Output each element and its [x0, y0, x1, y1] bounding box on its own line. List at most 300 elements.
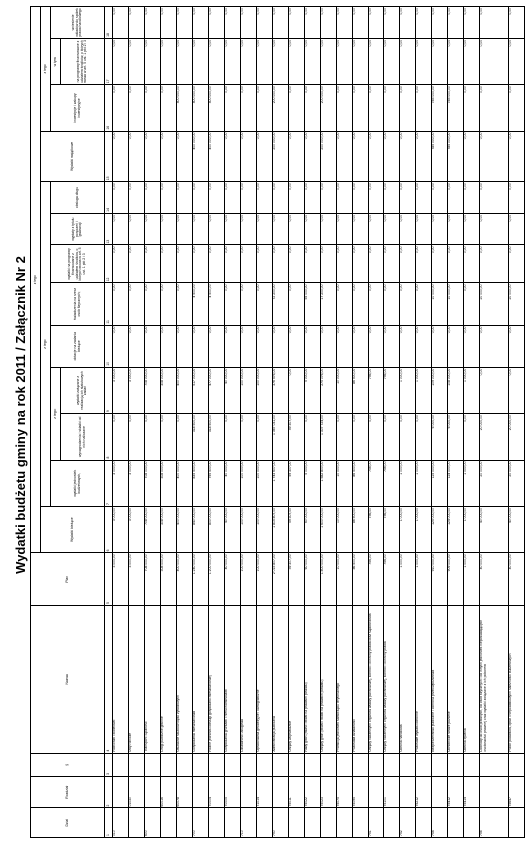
cell-value: 0,00 [240, 283, 256, 325]
cell-value: 114 000,00 [448, 460, 464, 506]
cell-value: 0,00 [176, 7, 192, 39]
table-row [176, 7, 192, 838]
cell-value: 840 000,00 [192, 506, 208, 552]
cell-value: 1 307 724,00 [320, 414, 336, 460]
cell-value: 318 500,00 [192, 414, 208, 460]
table-body [113, 7, 525, 838]
cell-paragraf [384, 753, 400, 776]
cell-value: 0,00 [480, 7, 509, 39]
cell-nazwa: Rady gmin (miast i miast na prawach powiatu) [304, 606, 320, 754]
header-inwestycje: inwestycje i zakupy inwestycyjne [51, 85, 105, 131]
cell-value: 0,00 [160, 85, 176, 131]
cell-rozdzial [113, 776, 129, 808]
cell-rozdzial: 75022 [304, 776, 320, 808]
cell-value: 1 000,00 [416, 460, 432, 506]
cell-value: 0,00 [432, 38, 448, 84]
cell-dzial [160, 808, 176, 838]
column-number: 3 [105, 753, 113, 776]
cell-value: 1 000,00 [464, 506, 480, 552]
cell-value: 308 000,00 [160, 506, 176, 552]
column-number: 9 [105, 367, 113, 413]
cell-value: 100 000,00 [240, 553, 256, 606]
header-z-tego-top: z tego [31, 7, 41, 553]
cell-paragraf [288, 753, 304, 776]
table-row [336, 7, 352, 838]
cell-value: 308 000,00 [160, 460, 176, 506]
cell-paragraf [224, 753, 240, 776]
cell-value: 0,00 [144, 325, 160, 367]
cell-value: 0,00 [464, 213, 480, 245]
cell-paragraf [464, 753, 480, 776]
cell-value: 0,00 [320, 7, 336, 39]
cell-value: 100 000,00 [256, 506, 272, 552]
cell-rozdzial [432, 776, 448, 808]
cell-value: 308 000,00 [160, 367, 176, 413]
cell-value: 400 000,00 [176, 85, 192, 131]
cell-rozdzial: 60078 [176, 776, 192, 808]
cell-dzial [448, 808, 464, 838]
cell-value: 59 307,00 [288, 460, 304, 506]
cell-value: 86 500,00 [352, 506, 368, 552]
cell-value: 0,00 [256, 85, 272, 131]
table-row [304, 7, 320, 838]
cell-value: 0,00 [480, 367, 509, 413]
header-wniesienie-udzialow: wniesienie wkładów do spółek prawa handlowego [51, 7, 105, 39]
cell-value: 0,00 [384, 245, 400, 283]
table-row [416, 7, 432, 838]
cell-paragraf [208, 753, 224, 776]
cell-value: 20 000,00 [508, 460, 524, 506]
cell-paragraf [448, 753, 464, 776]
cell-value: 1 000,00 [400, 367, 416, 413]
cell-dzial: 600 [144, 808, 160, 838]
table-row [368, 7, 384, 838]
cell-nazwa: Urzędy naczelnych organów władzy państwowej, kontroli i ochrony prawa oraz sądownictwa [368, 606, 384, 754]
cell-dzial: 756 [480, 808, 509, 838]
cell-rozdzial: 70005 [224, 776, 240, 808]
cell-nazwa: Urzędy naczelnych organów władzy państwowej, kontroli i ochrony prawa [384, 606, 400, 754]
cell-rozdzial: 71014 [256, 776, 272, 808]
cell-value: 400 000,00 [192, 85, 208, 131]
cell-value: 0,00 [208, 7, 224, 39]
cell-rozdzial: 75075 [336, 776, 352, 808]
cell-value: 40 000,00 [480, 506, 509, 552]
cell-value: 0,00 [113, 182, 129, 214]
cell-value: 0,00 [400, 131, 416, 182]
cell-value: 0,00 [384, 131, 400, 182]
cell-nazwa: Różne jednostki obsługi gospodarki mieszkaniowej [208, 606, 224, 754]
cell-value: 0,00 [160, 283, 176, 325]
table-row [288, 7, 304, 838]
cell-value: 0,00 [144, 182, 160, 214]
cell-value: 0,00 [448, 325, 464, 367]
cell-value: 0,00 [416, 414, 432, 460]
cell-value: 0,00 [304, 182, 320, 214]
cell-nazwa: Urzędy gmin (miast i miast na prawach powiatu) [320, 606, 336, 754]
cell-value: 400 000,00 [208, 85, 224, 131]
column-number: 5 [105, 553, 113, 606]
column-number-row [105, 7, 113, 838]
cell-value: 0,00 [368, 38, 384, 84]
cell-nazwa: Pozostała działalność [352, 606, 368, 754]
cell-value: 0,00 [272, 325, 288, 367]
column-number: 12 [105, 245, 113, 283]
cell-value: 0,00 [336, 38, 352, 84]
cell-value: 0,00 [113, 131, 129, 182]
cell-value: 0,00 [508, 325, 524, 367]
cell-value: 0,00 [400, 283, 416, 325]
cell-value: 756,00 [368, 506, 384, 552]
cell-rozdzial: 75647 [508, 776, 524, 808]
cell-dzial: 710 [240, 808, 256, 838]
cell-value: 0,00 [240, 85, 256, 131]
cell-value: 0,00 [192, 182, 208, 214]
table-row [192, 7, 208, 838]
cell-value: 1 800 000,00 [320, 553, 336, 606]
cell-value: 0,00 [160, 131, 176, 182]
cell-value: 3 000,00 [113, 460, 129, 506]
cell-value: 0,00 [416, 7, 432, 39]
cell-value: 0,00 [400, 213, 416, 245]
cell-value: 1 000,00 [416, 553, 432, 606]
cell-value: 0,00 [352, 245, 368, 283]
cell-dzial [128, 808, 144, 838]
cell-value: 756,00 [368, 460, 384, 506]
cell-value: 0,00 [464, 182, 480, 214]
cell-value: 0,00 [384, 414, 400, 460]
cell-value: 0,00 [192, 325, 208, 367]
cell-nazwa: Transport i łączność [144, 606, 160, 754]
cell-value: 1 000,00 [416, 367, 432, 413]
cell-nazwa: Promocja jednostek samorządu terytorialnego [336, 606, 352, 754]
cell-value: 0,00 [192, 7, 208, 39]
cell-value: 835 500,00 [192, 460, 208, 506]
cell-value: 0,00 [416, 283, 432, 325]
cell-value: 1 240 000,00 [192, 553, 208, 606]
cell-rozdzial: 75011 [288, 776, 304, 808]
cell-value: 0,00 [256, 213, 272, 245]
cell-value: 708 000,00 [144, 553, 160, 606]
cell-value: 200 000,00 [320, 85, 336, 131]
cell-value: 0,00 [128, 245, 144, 283]
cell-value: 0,00 [288, 367, 304, 413]
cell-value: 0,00 [272, 7, 288, 39]
cell-value: 1 000,00 [416, 506, 432, 552]
cell-value: 0,00 [480, 131, 509, 182]
cell-value: 0,00 [400, 325, 416, 367]
column-number: 2 [105, 776, 113, 808]
cell-value: 0,00 [432, 245, 448, 283]
header-dzial: Dział [31, 808, 105, 838]
cell-rozdzial: 60016 [160, 776, 176, 808]
cell-value: 4 500,00 [208, 283, 224, 325]
cell-value: 0,00 [272, 245, 288, 283]
cell-value: 517 000,00 [192, 367, 208, 413]
cell-value: 0,00 [416, 131, 432, 182]
cell-value: 0,00 [288, 182, 304, 214]
cell-value: 3 000,00 [113, 367, 129, 413]
column-number: 10 [105, 325, 113, 367]
cell-value: 1 000,00 [464, 367, 480, 413]
header-paragraf: § [31, 753, 105, 776]
cell-nazwa: Obrona narodowa [400, 606, 416, 754]
cell-value: 0,00 [336, 325, 352, 367]
cell-value: 0,00 [400, 414, 416, 460]
cell-nazwa: Izby rolnicze [128, 606, 144, 754]
cell-value: 0,00 [432, 325, 448, 367]
cell-rozdzial: 75101 [384, 776, 400, 808]
cell-value: 0,00 [352, 182, 368, 214]
cell-value: 1 000,00 [400, 506, 416, 552]
cell-paragraf [144, 753, 160, 776]
cell-paragraf [192, 753, 208, 776]
cell-value: 0,00 [240, 131, 256, 182]
cell-value: 1 600 000,00 [320, 506, 336, 552]
cell-value: 0,00 [128, 414, 144, 460]
column-number: 15 [105, 131, 113, 182]
cell-value: 0,00 [400, 245, 416, 283]
rotated-table-wrapper [30, 6, 525, 838]
cell-value: 400 000,00 [176, 553, 192, 606]
cell-value: 0,00 [256, 245, 272, 283]
cell-rozdzial [400, 776, 416, 808]
cell-dzial [288, 808, 304, 838]
cell-value: 0,00 [416, 245, 432, 283]
cell-rozdzial: 75212 [416, 776, 432, 808]
cell-dzial [384, 808, 400, 838]
table-row [208, 7, 224, 838]
cell-rozdzial [192, 776, 208, 808]
header-z-tego-jednostek: z tego: [51, 367, 61, 460]
cell-value: 0,00 [368, 245, 384, 283]
cell-dzial [336, 808, 352, 838]
cell-value: 909 000,00 [448, 553, 464, 606]
cell-value: 0,00 [480, 85, 509, 131]
cell-value: 0,00 [464, 283, 480, 325]
cell-value: 0,00 [464, 131, 480, 182]
cell-value: 0,00 [336, 245, 352, 283]
cell-value: 0,00 [352, 85, 368, 131]
column-number: 4 [105, 606, 113, 754]
cell-value: 0,00 [416, 182, 432, 214]
cell-value: 0,00 [352, 414, 368, 460]
cell-value: 0,00 [208, 245, 224, 283]
cell-dzial: 010 [113, 808, 129, 838]
table-row [113, 7, 129, 838]
cell-paragraf [176, 753, 192, 776]
cell-rozdzial: 75095 [352, 776, 368, 808]
cell-value: 1 367 031,00 [272, 414, 288, 460]
cell-value: 10 000,00 [336, 460, 352, 506]
cell-value: 0,00 [400, 182, 416, 214]
cell-value: 0,00 [288, 213, 304, 245]
cell-rozdzial [240, 776, 256, 808]
cell-value: 0,00 [256, 182, 272, 214]
cell-value: 376 576,00 [272, 367, 288, 413]
cell-nazwa: Rolnictwo i łowiectwo [113, 606, 129, 754]
cell-value: 0,00 [432, 182, 448, 214]
cell-value: 3 000,00 [128, 553, 144, 606]
cell-dzial: 750 [272, 808, 288, 838]
cell-paragraf [368, 753, 384, 776]
cell-value: 0,00 [368, 85, 384, 131]
cell-value: 0,00 [272, 213, 288, 245]
cell-nazwa: Ochotnicze straże pożarne [448, 606, 464, 754]
cell-value: 0,00 [384, 7, 400, 39]
cell-value: 0,00 [240, 414, 256, 460]
cell-value: 400 000,00 [192, 131, 208, 182]
cell-value: 200 000,00 [320, 131, 336, 182]
cell-value: 59 307,00 [288, 506, 304, 552]
cell-value: 0,00 [352, 7, 368, 39]
cell-value: 0,00 [176, 213, 192, 245]
cell-value: 0,00 [128, 283, 144, 325]
cell-value: 708 000,00 [144, 367, 160, 413]
cell-value: 0,00 [368, 7, 384, 39]
cell-value: 40 000,00 [224, 553, 240, 606]
cell-nazwa: Usuwanie skutków klęsk żywiołowych [176, 606, 192, 754]
cell-value: 0,00 [304, 7, 320, 39]
cell-value: 0,00 [113, 245, 129, 283]
cell-value: 109 000,00 [432, 367, 448, 413]
cell-value: 86 500,00 [352, 367, 368, 413]
cell-value: 0,00 [384, 85, 400, 131]
header-swiadczenia: świadczenia na rzecz osób fizycznych; [51, 283, 105, 325]
cell-value: 0,00 [464, 245, 480, 283]
cell-value: 0,00 [352, 38, 368, 84]
cell-value: 0,00 [288, 245, 304, 283]
cell-paragraf [304, 753, 320, 776]
cell-value: 0,00 [256, 7, 272, 39]
cell-value: 86 500,00 [352, 553, 368, 606]
cell-value: 20 000,00 [480, 283, 509, 325]
cell-value: 0,00 [464, 38, 480, 84]
cell-value: 477 000,00 [208, 367, 224, 413]
column-number: 14 [105, 182, 113, 214]
cell-value: 0,00 [448, 182, 464, 214]
table-row [508, 7, 524, 838]
cell-value: 785 000,00 [432, 85, 448, 131]
cell-paragraf [113, 753, 129, 776]
cell-value: 0,00 [320, 38, 336, 84]
cell-value: 20 000,00 [508, 283, 524, 325]
cell-value: 1 000,00 [464, 553, 480, 606]
cell-value: 0,00 [352, 325, 368, 367]
cell-value: 0,00 [448, 7, 464, 39]
cell-value: 0,00 [176, 245, 192, 283]
cell-value: 0,00 [128, 85, 144, 131]
header-rozdzial: Rozdział [31, 776, 105, 808]
header-wydatki-majatkowe: Wydatki majątkowe [41, 131, 105, 182]
cell-dzial [208, 808, 224, 838]
cell-value: 0,00 [144, 7, 160, 39]
cell-value: 0,00 [224, 213, 240, 245]
table-row [256, 7, 272, 838]
cell-value: 0,00 [176, 414, 192, 460]
cell-value: 0,00 [368, 131, 384, 182]
cell-value: 0,00 [352, 131, 368, 182]
table-row [432, 7, 448, 838]
cell-paragraf [400, 753, 416, 776]
cell-paragraf [128, 753, 144, 776]
cell-dzial [508, 808, 524, 838]
cell-rozdzial: 75412 [448, 776, 464, 808]
cell-value: 0,00 [416, 38, 432, 84]
cell-value: 0,00 [508, 7, 524, 39]
cell-value: 0,00 [224, 182, 240, 214]
cell-value: 400 000,00 [208, 131, 224, 182]
cell-value: 0,00 [224, 7, 240, 39]
cell-value: 100 000,00 [240, 506, 256, 552]
cell-value: 10 000,00 [432, 283, 448, 325]
column-number: 7 [105, 460, 113, 506]
cell-value: 400 000,00 [176, 367, 192, 413]
cell-value: 0,00 [508, 38, 524, 84]
header-wydatki-biezace: Wydatki bieżące [41, 506, 105, 552]
cell-value: 0,00 [384, 38, 400, 84]
table-row [352, 7, 368, 838]
cell-dzial [304, 808, 320, 838]
cell-value: 17 200,00 [320, 283, 336, 325]
cell-value: 1 743 607,00 [272, 460, 288, 506]
cell-value: 0,00 [464, 414, 480, 460]
cell-value: 1 000,00 [400, 553, 416, 606]
cell-value: 0,00 [508, 367, 524, 413]
cell-value: 785 000,00 [448, 131, 464, 182]
cell-rozdzial [368, 776, 384, 808]
cell-paragraf [272, 753, 288, 776]
cell-value: 0,00 [208, 325, 224, 367]
cell-value: 400 000,00 [176, 460, 192, 506]
cell-value: 0,00 [256, 283, 272, 325]
cell-value: 0,00 [128, 325, 144, 367]
document-title: Wydatki budżetu gminy na rok 2011 / Załącznik Nr 2 [12, 256, 28, 574]
column-number: 6 [105, 506, 113, 552]
cell-value: 275 076,00 [320, 367, 336, 413]
cell-value: 0,00 [368, 325, 384, 367]
cell-value: 40 000,00 [480, 553, 509, 606]
cell-value: 0,00 [224, 283, 240, 325]
cell-paragraf [480, 753, 509, 776]
cell-value: 795 500,00 [208, 460, 224, 506]
cell-value: 0,00 [160, 414, 176, 460]
cell-value: 40 000,00 [224, 460, 240, 506]
cell-value: 0,00 [113, 414, 129, 460]
table-row [448, 7, 464, 838]
cell-value: 0,00 [208, 213, 224, 245]
cell-paragraf [508, 753, 524, 776]
cell-nazwa: Urzędy wojewódzkie [288, 606, 304, 754]
cell-nazwa: Gospodarka gruntami i nieruchomościami [224, 606, 240, 754]
table-row [272, 7, 288, 838]
cell-value: 0,00 [508, 131, 524, 182]
cell-value: 0,00 [128, 38, 144, 84]
cell-value: 0,00 [208, 182, 224, 214]
cell-value: 0,00 [160, 325, 176, 367]
cell-value: 0,00 [288, 283, 304, 325]
cell-paragraf [256, 753, 272, 776]
cell-value: 0,00 [368, 414, 384, 460]
cell-value: 86 500,00 [352, 460, 368, 506]
cell-value: 0,00 [288, 38, 304, 84]
cell-value: 0,00 [113, 283, 129, 325]
header-wynagrodzenia: wynagrodzenia i składki od nich naliczane [61, 414, 105, 460]
cell-value: 0,00 [288, 7, 304, 39]
cell-value: 0,00 [224, 85, 240, 131]
cell-value: 0,00 [508, 85, 524, 131]
header-na-programy: na programy finansowane z udziałem środków, o których mowa w art. 5 ust. 1 pkt 2 i 3 [61, 38, 105, 84]
cell-value: 20 000,00 [508, 414, 524, 460]
